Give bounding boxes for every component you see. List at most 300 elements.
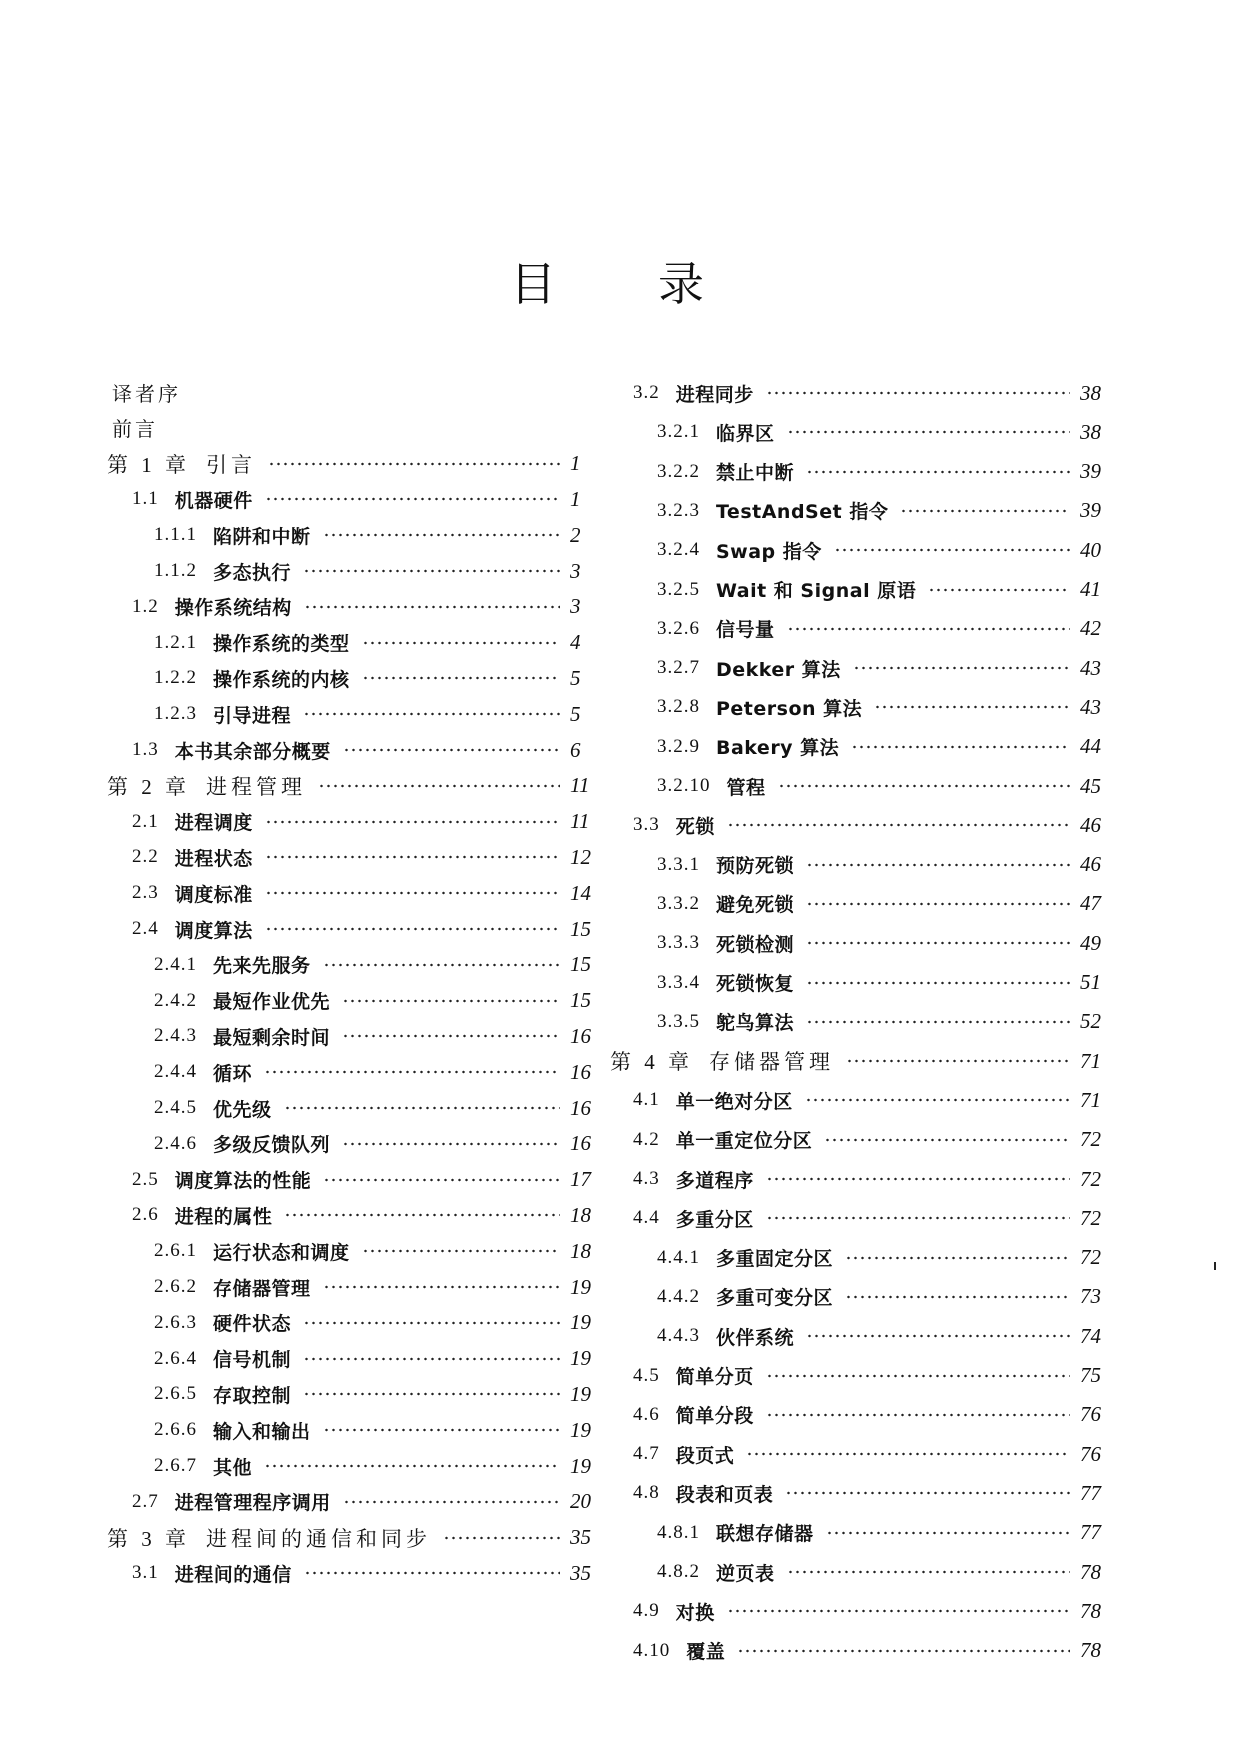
- toc-page-number: 5: [570, 701, 581, 726]
- toc-entry[interactable]: [154, 628, 600, 658]
- dot-leader: [323, 1272, 560, 1302]
- toc-entry-title: 进程调度: [174, 812, 253, 835]
- toc-page-number: 19: [570, 1346, 591, 1371]
- toc-page-number: 40: [1080, 537, 1101, 562]
- dot-leader: [824, 1125, 1070, 1155]
- toc-entry[interactable]: [657, 968, 1110, 998]
- toc-chapter-entry[interactable]: [107, 771, 600, 801]
- toc-chapter-entry[interactable]: [610, 1046, 1110, 1076]
- toc-entry-number: 4.4: [633, 1207, 660, 1229]
- toc-page-number: 15: [570, 952, 591, 977]
- toc-entry-number: 3.2.1: [657, 421, 700, 443]
- toc-page-number: 72: [1080, 1205, 1101, 1230]
- toc-entry[interactable]: [132, 1558, 600, 1588]
- toc-entry[interactable]: [132, 914, 600, 944]
- toc-entry-number: 4.4.1: [657, 1246, 700, 1268]
- toc-page-number: 16: [570, 1131, 591, 1156]
- toc-entry[interactable]: [154, 1272, 600, 1302]
- toc-entry-number: 2.6: [132, 1204, 159, 1226]
- toc-entry[interactable]: [132, 592, 600, 622]
- toc-page-number: 47: [1080, 891, 1101, 916]
- toc-entry-number: 2.4.5: [154, 1097, 197, 1118]
- toc-entry-title: 单一绝对分区: [675, 1090, 793, 1113]
- dot-leader: [766, 378, 1070, 408]
- dot-leader: [778, 771, 1070, 801]
- toc-entry-title: 进程间的通信和同步: [206, 1526, 431, 1551]
- dot-leader: [362, 663, 560, 693]
- toc-page-number: 75: [1080, 1363, 1101, 1387]
- toc-page-number: 1: [570, 451, 581, 476]
- toc-entry[interactable]: [633, 1400, 1110, 1430]
- toc-entry-title: 其他: [213, 1456, 253, 1479]
- toc-page-number: 19: [570, 1381, 591, 1406]
- toc-entry-title: 进程的属性: [174, 1205, 273, 1228]
- toc-entry-title: 进程间的通信: [174, 1563, 292, 1586]
- toc-entry-number: 2.1: [132, 810, 159, 832]
- toc-entry-number: 4.4.3: [657, 1325, 700, 1347]
- toc-entry-number: 2.4.2: [154, 989, 197, 1011]
- toc-page-number: 78: [1080, 1598, 1101, 1623]
- toc-entry-number: 2.7: [132, 1490, 159, 1512]
- toc-page-number: 77: [1080, 1520, 1101, 1545]
- dot-leader: [766, 1164, 1070, 1194]
- dot-leader: [264, 1057, 560, 1087]
- toc-entry-title: 先来先服务: [213, 955, 311, 978]
- toc-entry[interactable]: [154, 1379, 600, 1409]
- dot-leader: [845, 1243, 1070, 1273]
- toc-entry-number: 2.6.2: [154, 1276, 197, 1297]
- toc-entry-number: 1.1.2: [154, 560, 197, 581]
- toc-entry-title: 调度算法: [174, 919, 253, 942]
- toc-page-number: 5: [570, 665, 581, 690]
- dot-leader: [362, 628, 560, 658]
- toc-entry-number: 1.1.1: [154, 524, 197, 546]
- dot-leader: [846, 1046, 1070, 1076]
- toc-front-matter-entry[interactable]: [112, 377, 181, 407]
- toc-page-number: 1: [570, 486, 581, 511]
- toc-page-number: 35: [570, 1525, 591, 1550]
- dot-leader: [265, 842, 560, 872]
- toc-page-number: 72: [1080, 1245, 1101, 1270]
- toc-entry-title: 存储器管理: [709, 1050, 834, 1075]
- title-char-1: 目: [510, 257, 556, 311]
- toc-entry[interactable]: [633, 1636, 1110, 1666]
- dot-leader: [343, 1487, 560, 1517]
- toc-entry-number: 2.6.7: [154, 1455, 197, 1476]
- toc-entry-number: 1.2.1: [154, 631, 197, 653]
- toc-entry-number: 1.1: [132, 488, 159, 510]
- toc-page-number: 44: [1080, 734, 1101, 759]
- dot-leader: [323, 1415, 560, 1445]
- toc-entry-title: 段表和页表: [675, 1483, 774, 1506]
- toc-page-number: 6: [570, 737, 581, 762]
- toc-entry[interactable]: [154, 950, 600, 980]
- toc-entry-title: 临界区: [716, 422, 775, 445]
- toc-page-number: 20: [570, 1489, 591, 1514]
- toc-entry-number: 4.8.2: [657, 1561, 700, 1582]
- toc-entry-number: 3.3.3: [657, 932, 700, 954]
- toc-entry-number: 1.2.3: [154, 703, 197, 725]
- dot-leader: [284, 1093, 560, 1123]
- toc-entry-title: 多态执行: [213, 561, 292, 584]
- toc-entry-number: 3.2.2: [657, 460, 700, 482]
- toc-entry[interactable]: [154, 1093, 600, 1123]
- toc-entry-number: 4.7: [633, 1443, 660, 1465]
- toc-entry[interactable]: [657, 850, 1110, 880]
- toc-entry-number: 3.2.6: [657, 617, 700, 639]
- toc-page-number: 15: [570, 988, 591, 1013]
- toc-entry-number: 3.3.4: [657, 971, 700, 993]
- dot-leader: [265, 914, 560, 944]
- toc-entry[interactable]: [657, 575, 1110, 605]
- toc-entry[interactable]: [657, 653, 1110, 683]
- toc-entry[interactable]: [657, 732, 1110, 762]
- toc-entry-title: 陷阱和中断: [213, 525, 311, 548]
- toc-entry-title: Peterson 算法: [716, 697, 863, 720]
- dot-leader: [727, 810, 1070, 840]
- toc-page-number: 77: [1080, 1480, 1101, 1505]
- toc-entry-number: 4.3: [633, 1168, 660, 1189]
- toc-entry-number: 2.4: [132, 918, 159, 939]
- toc-page-number: 42: [1080, 616, 1101, 641]
- toc-page-number: 43: [1080, 694, 1101, 719]
- dot-leader: [362, 1236, 560, 1266]
- toc-entry-title: 多重固定分区: [716, 1248, 834, 1271]
- toc-entry[interactable]: [132, 842, 600, 872]
- toc-page-number: 41: [1080, 577, 1101, 601]
- toc-entry[interactable]: [633, 1125, 1110, 1155]
- dot-leader: [264, 1451, 560, 1481]
- toc-entry-number: 第 1 章: [107, 452, 190, 477]
- toc-entry[interactable]: [633, 1085, 1110, 1115]
- toc-entry-number: 2.4.4: [154, 1061, 197, 1083]
- dot-leader: [443, 1523, 560, 1553]
- toc-page-number: 19: [570, 1453, 591, 1478]
- dot-leader: [746, 1439, 1070, 1469]
- toc-entry-title: 联想存储器: [716, 1523, 814, 1546]
- toc-page-number: 14: [570, 880, 591, 905]
- toc-entry-title: 伙伴系统: [716, 1326, 795, 1349]
- toc-entry[interactable]: [633, 1478, 1110, 1508]
- toc-entry-title: 死锁检测: [716, 933, 795, 956]
- dot-leader: [806, 889, 1070, 919]
- toc-entry-number: 3.3.1: [657, 853, 700, 875]
- toc-page-number: 74: [1080, 1323, 1101, 1348]
- toc-entry-title: 循环: [213, 1062, 253, 1085]
- toc-page-number: 16: [570, 1023, 591, 1048]
- toc-entry-title: 简单分段: [675, 1405, 754, 1428]
- toc-entry-number: 1.2.2: [154, 667, 197, 689]
- toc-entry-number: 第 2 章: [107, 774, 190, 799]
- dot-leader: [284, 1200, 560, 1230]
- toc-entry[interactable]: [154, 986, 600, 1016]
- toc-page-number: 76: [1080, 1402, 1101, 1427]
- dot-leader: [806, 1007, 1070, 1037]
- toc-entry-title: 存取控制: [213, 1384, 292, 1407]
- toc-entry-number: 2.4.1: [154, 953, 197, 975]
- toc-entry-title: 进程状态: [174, 847, 253, 870]
- toc-page-number: 38: [1080, 380, 1101, 405]
- toc-entry[interactable]: [132, 1200, 600, 1230]
- toc-entry-number: 4.8: [633, 1482, 660, 1504]
- toc-entry[interactable]: [154, 1021, 600, 1051]
- toc-front-matter-entry[interactable]: [112, 413, 158, 443]
- dot-leader: [787, 417, 1070, 447]
- toc-entry[interactable]: [154, 699, 600, 729]
- toc-entry-number: 1.3: [132, 739, 159, 760]
- dot-leader: [851, 732, 1070, 762]
- dot-leader: [874, 692, 1070, 722]
- dot-leader: [265, 878, 560, 908]
- toc-entry-number: 3.3.2: [657, 892, 700, 914]
- dot-leader: [766, 1361, 1070, 1391]
- toc-entry[interactable]: [132, 735, 600, 765]
- dot-leader: [806, 968, 1070, 998]
- toc-entry-title: TestAndSet 指令: [716, 501, 889, 524]
- dot-leader: [303, 1308, 560, 1338]
- toc-entry-title: 硬件状态: [213, 1313, 292, 1336]
- toc-entry[interactable]: [154, 1129, 600, 1159]
- toc-entry-number: 2.4.6: [154, 1132, 197, 1154]
- dot-leader: [342, 1129, 560, 1159]
- dot-leader: [766, 1203, 1070, 1233]
- toc-entry-title: 前言: [112, 417, 158, 442]
- dot-leader: [806, 928, 1070, 958]
- toc-page-number: 46: [1080, 852, 1101, 877]
- dot-leader: [303, 1344, 560, 1374]
- toc-page-number: 39: [1080, 498, 1101, 523]
- dot-leader: [303, 699, 560, 729]
- toc-page-number: 49: [1080, 930, 1101, 955]
- dot-leader: [318, 771, 560, 801]
- toc-chapter-entry[interactable]: [107, 449, 600, 479]
- dot-leader: [806, 850, 1070, 880]
- toc-page-number: 19: [570, 1417, 591, 1442]
- dot-leader: [766, 1400, 1070, 1430]
- toc-entry-title: 存储器管理: [213, 1277, 311, 1300]
- toc-entry-title: 多重可变分区: [716, 1287, 834, 1310]
- toc-entry[interactable]: [657, 496, 1110, 526]
- scan-artifact: [1214, 1262, 1216, 1270]
- toc-entry-title: 管程: [726, 776, 766, 799]
- toc-entry-title: 调度标准: [174, 883, 253, 906]
- toc-entry-number: 2.6.6: [154, 1419, 197, 1441]
- toc-entry-title: 对换: [675, 1601, 715, 1624]
- toc-entry[interactable]: [154, 1415, 600, 1445]
- toc-entry[interactable]: [132, 878, 600, 908]
- toc-entry[interactable]: [657, 1007, 1110, 1037]
- toc-entry-number: 2.2: [132, 846, 159, 868]
- toc-entry[interactable]: [154, 663, 600, 693]
- toc-entry[interactable]: [633, 1596, 1110, 1626]
- dot-leader: [737, 1636, 1070, 1666]
- toc-page-number: 3: [570, 558, 581, 583]
- toc-entry[interactable]: [633, 378, 1110, 408]
- toc-page-number: 15: [570, 916, 591, 941]
- toc-page-number: 35: [570, 1560, 591, 1585]
- dot-leader: [342, 986, 560, 1016]
- toc-entry-title: 死锁恢复: [716, 973, 795, 995]
- toc-entry-title: 覆盖: [686, 1641, 726, 1664]
- dot-leader: [727, 1596, 1070, 1626]
- toc-page-number: 38: [1080, 419, 1101, 444]
- toc-page-number: 16: [570, 1095, 591, 1120]
- toc-entry-title: 引言: [206, 452, 256, 477]
- toc-entry-title: 段页式: [675, 1444, 735, 1467]
- toc-entry[interactable]: [657, 928, 1110, 958]
- toc-page-number: 76: [1080, 1441, 1101, 1466]
- dot-leader: [304, 1558, 560, 1588]
- toc-entry[interactable]: [657, 1518, 1110, 1548]
- toc-entry[interactable]: [657, 1557, 1110, 1587]
- toc-entry-title: 单一重定位分区: [675, 1130, 813, 1153]
- toc-entry-title: 最短剩余时间: [213, 1026, 331, 1049]
- toc-entry-number: 3.2.4: [657, 539, 700, 561]
- toc-entry-title: 信号机制: [213, 1349, 292, 1372]
- toc-entry[interactable]: [633, 810, 1110, 840]
- toc-entry[interactable]: [657, 457, 1110, 487]
- toc-entry-number: 4.2: [633, 1128, 660, 1150]
- toc-entry-title: 操作系统的内核: [213, 668, 350, 691]
- dot-leader: [265, 484, 560, 514]
- toc-page-number: 18: [570, 1202, 591, 1227]
- toc-page-number: 39: [1080, 459, 1101, 484]
- dot-leader: [928, 575, 1070, 605]
- toc-entry[interactable]: [154, 1236, 600, 1266]
- toc-page-number: 17: [570, 1167, 591, 1192]
- toc-entry[interactable]: [132, 807, 600, 837]
- toc-page-number: 11: [570, 773, 590, 798]
- toc-entry-number: 2.6.4: [154, 1347, 197, 1369]
- toc-entry-number: 2.6.3: [154, 1311, 197, 1333]
- dot-leader: [785, 1478, 1070, 1508]
- toc-entry[interactable]: [657, 771, 1110, 801]
- toc-entry-number: 2.4.3: [154, 1025, 197, 1047]
- toc-entry[interactable]: [633, 1439, 1110, 1469]
- toc-entry-title: 机器硬件: [174, 489, 253, 512]
- dot-leader: [806, 1321, 1070, 1351]
- dot-leader: [853, 653, 1070, 683]
- toc-entry-number: 3.2.5: [657, 578, 700, 600]
- toc-entry-title: 避免死锁: [716, 894, 795, 917]
- toc-entry-number: 第 3 章: [107, 1526, 190, 1551]
- toc-entry-title: 禁止中断: [716, 462, 795, 485]
- toc-page-number: 12: [570, 844, 591, 869]
- toc-entry[interactable]: [657, 1321, 1110, 1351]
- dot-leader: [900, 496, 1070, 526]
- toc-entry[interactable]: [154, 556, 600, 586]
- toc-chapter-entry[interactable]: [107, 1523, 600, 1553]
- toc-entry[interactable]: [657, 1282, 1110, 1312]
- toc-entry-title: 引导进程: [213, 704, 292, 727]
- toc-entry[interactable]: [657, 535, 1110, 565]
- toc-page-number: 52: [1080, 1009, 1101, 1034]
- dot-leader: [323, 950, 560, 980]
- toc-entry-title: 鸵鸟算法: [716, 1012, 795, 1035]
- dot-leader: [342, 1021, 560, 1051]
- toc-entry-title: 信号量: [716, 619, 775, 642]
- toc-entry[interactable]: [633, 1203, 1110, 1233]
- toc-entry-number: 4.5: [633, 1364, 660, 1386]
- dot-leader: [268, 449, 560, 479]
- toc-entry-number: 3.2.8: [657, 696, 700, 718]
- toc-entry-title: Swap 指令: [716, 540, 822, 563]
- toc-entry[interactable]: [132, 484, 600, 514]
- toc-entry-title: 多道程序: [675, 1169, 754, 1192]
- toc-entry-number: 2.5: [132, 1168, 159, 1190]
- toc-entry[interactable]: [154, 1344, 600, 1374]
- toc-entry-title: 死锁: [675, 815, 715, 838]
- toc-page-number: 71: [1080, 1087, 1101, 1112]
- toc-page-number: 45: [1080, 773, 1101, 798]
- toc-page-number: 19: [570, 1310, 591, 1335]
- dot-leader: [303, 1379, 560, 1409]
- toc-entry-title: 操作系统的类型: [213, 633, 350, 656]
- toc-entry-title: 进程管理程序调用: [174, 1492, 331, 1515]
- toc-entry[interactable]: [154, 1057, 600, 1087]
- dot-leader: [806, 457, 1070, 487]
- toc-entry-number: 第 4 章: [610, 1050, 693, 1075]
- toc-entry-title: Bakery 算法: [716, 737, 840, 760]
- toc-entry[interactable]: [132, 1165, 600, 1195]
- toc-entry-title: 进程同步: [675, 383, 754, 406]
- toc-entry[interactable]: [633, 1361, 1110, 1391]
- toc-entry[interactable]: [154, 520, 600, 550]
- toc-entry-number: 2.3: [132, 882, 159, 904]
- toc-entry[interactable]: [154, 1451, 600, 1481]
- dot-leader: [343, 735, 560, 765]
- toc-entry-title: 优先级: [213, 1098, 272, 1121]
- toc-entry-title: Dekker 算法: [716, 658, 841, 681]
- toc-entry-number: 3.2.3: [657, 499, 700, 521]
- toc-entry-title: 运行状态和调度: [213, 1241, 350, 1264]
- toc-entry[interactable]: [657, 417, 1110, 447]
- toc-entry[interactable]: [132, 1487, 600, 1517]
- toc-page-number: 19: [570, 1274, 591, 1299]
- toc-entry-number: 1.2: [132, 595, 159, 617]
- toc-entry-title: 最短作业优先: [213, 991, 331, 1014]
- toc-entry-title: 多重分区: [675, 1208, 754, 1231]
- toc-page-number: 73: [1080, 1284, 1101, 1309]
- toc-entry-title: 逆页表: [716, 1562, 775, 1585]
- toc-entry-number: 2.6.1: [154, 1240, 197, 1262]
- toc-page-number: 18: [570, 1238, 591, 1263]
- toc-entry-title: 调度算法的性能: [174, 1170, 312, 1193]
- dot-leader: [834, 535, 1070, 565]
- title-char-2: 录: [658, 257, 704, 311]
- toc-entry[interactable]: [657, 614, 1110, 644]
- toc-page-number: 71: [1080, 1048, 1101, 1073]
- toc-entry-title: 简单分页: [675, 1366, 754, 1388]
- toc-entry[interactable]: [657, 692, 1110, 722]
- toc-entry[interactable]: [657, 1243, 1110, 1273]
- toc-entry-number: 4.10: [633, 1639, 671, 1661]
- toc-entry-number: 2.6.5: [154, 1383, 197, 1405]
- dot-leader: [787, 1557, 1070, 1587]
- toc-entry-title: 本书其余部分概要: [174, 740, 331, 763]
- toc-entry-number: 3.2.7: [657, 657, 700, 679]
- toc-entry[interactable]: [633, 1164, 1110, 1194]
- dot-leader: [304, 592, 560, 622]
- toc-entry-number: 4.6: [633, 1403, 660, 1425]
- toc-entry-title: 预防死锁: [716, 855, 795, 878]
- toc-entry-number: 4.4.2: [657, 1285, 700, 1307]
- toc-page-number: 78: [1080, 1638, 1101, 1663]
- toc-entry[interactable]: [657, 889, 1110, 919]
- toc-page-number: 4: [570, 630, 581, 655]
- toc-entry-title: 进程管理: [206, 774, 306, 799]
- toc-entry[interactable]: [154, 1308, 600, 1338]
